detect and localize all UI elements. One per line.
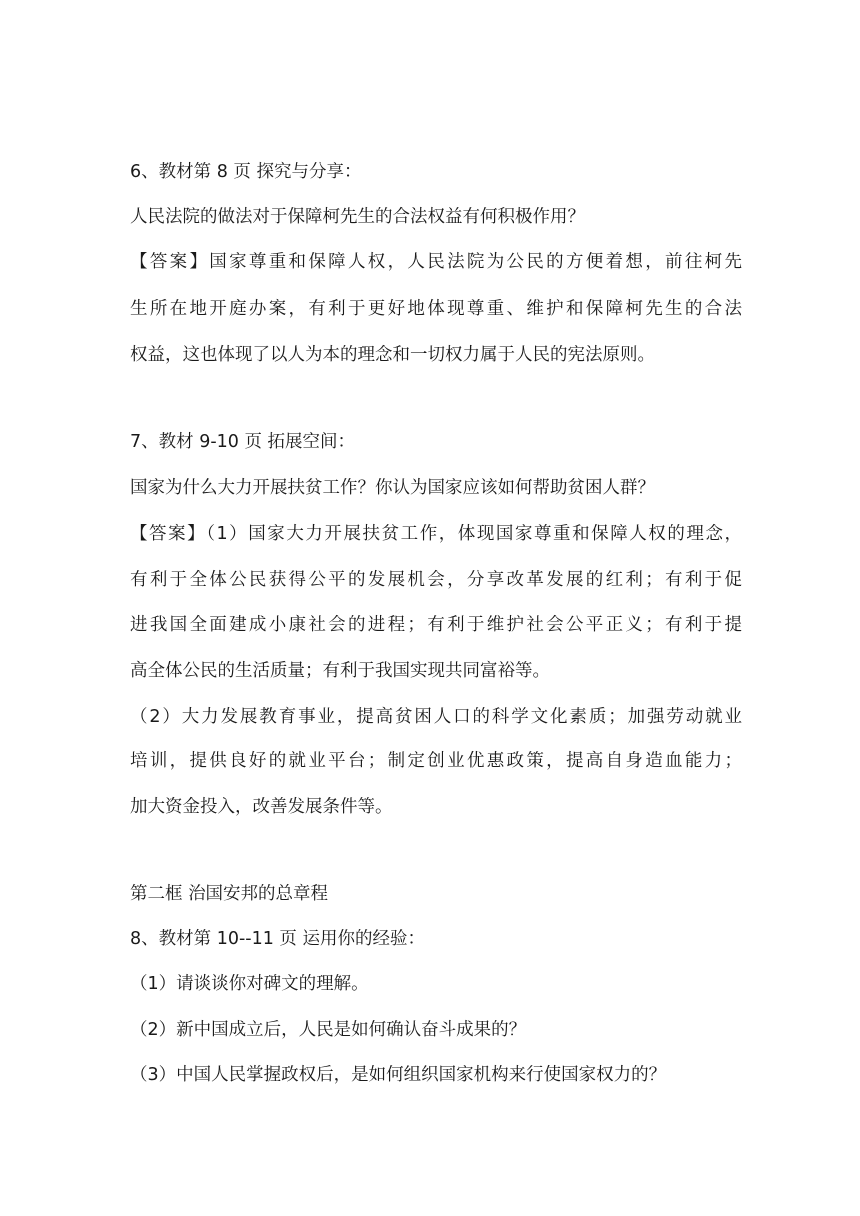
question-6: 人民法院的做法对于保障柯先生的合法权益有何积极作用？ bbox=[130, 207, 585, 227]
section-heading-6: 6、教材第 8 页 探究与分享： bbox=[130, 162, 362, 182]
section-heading-8: 8、教材第 10--11 页 运用你的经验： bbox=[130, 929, 425, 949]
answer-7-line-7: 加大资金投入，改善发展条件等。 bbox=[130, 797, 393, 817]
subsection-title: 第二框 治国安邦的总章程 bbox=[130, 884, 329, 904]
answer-7-line-5: （2）大力发展教育事业，提高贫困人口的科学文化素质；加强劳动就业 bbox=[130, 707, 742, 727]
answer-6-line-2: 生所在地开庭办案，有利于更好地体现尊重、维护和保障柯先生的合法 bbox=[130, 299, 742, 319]
question-7: 国家为什么大力开展扶贫工作？你认为国家应该如何帮助贫困人群？ bbox=[130, 478, 655, 498]
question-8-3: （3）中国人民掌握政权后，是如何组织国家机构来行使国家权力的？ bbox=[130, 1065, 667, 1085]
answer-7-line-3: 进我国全面建成小康社会的进程；有利于维护社会公平正义；有利于提 bbox=[130, 615, 742, 635]
answer-7-line-6: 培训，提供良好的就业平台；制定创业优惠政策，提高自身造血能力； bbox=[130, 751, 742, 771]
question-8-2: （2）新中国成立后，人民是如何确认奋斗成果的？ bbox=[130, 1020, 527, 1040]
answer-6-line-1: 【答案】国家尊重和保障人权，人民法院为公民的方便着想，前往柯先 bbox=[130, 252, 742, 272]
question-8-1: （1）请谈谈你对碑文的理解。 bbox=[130, 974, 369, 994]
answer-7-line-4: 高全体公民的生活质量；有利于我国实现共同富裕等。 bbox=[130, 661, 550, 681]
answer-7-line-1: 【答案】（1）国家大力开展扶贫工作，体现国家尊重和保障人权的理念， bbox=[130, 524, 742, 544]
section-heading-7: 7、教材 9-10 页 拓展空间： bbox=[130, 432, 356, 452]
answer-7-line-2: 有利于全体公民获得公平的发展机会，分享改革发展的红利；有利于促 bbox=[130, 570, 742, 590]
answer-6-line-3: 权益，这也体现了以人为本的理念和一切权力属于人民的宪法原则。 bbox=[130, 345, 655, 365]
